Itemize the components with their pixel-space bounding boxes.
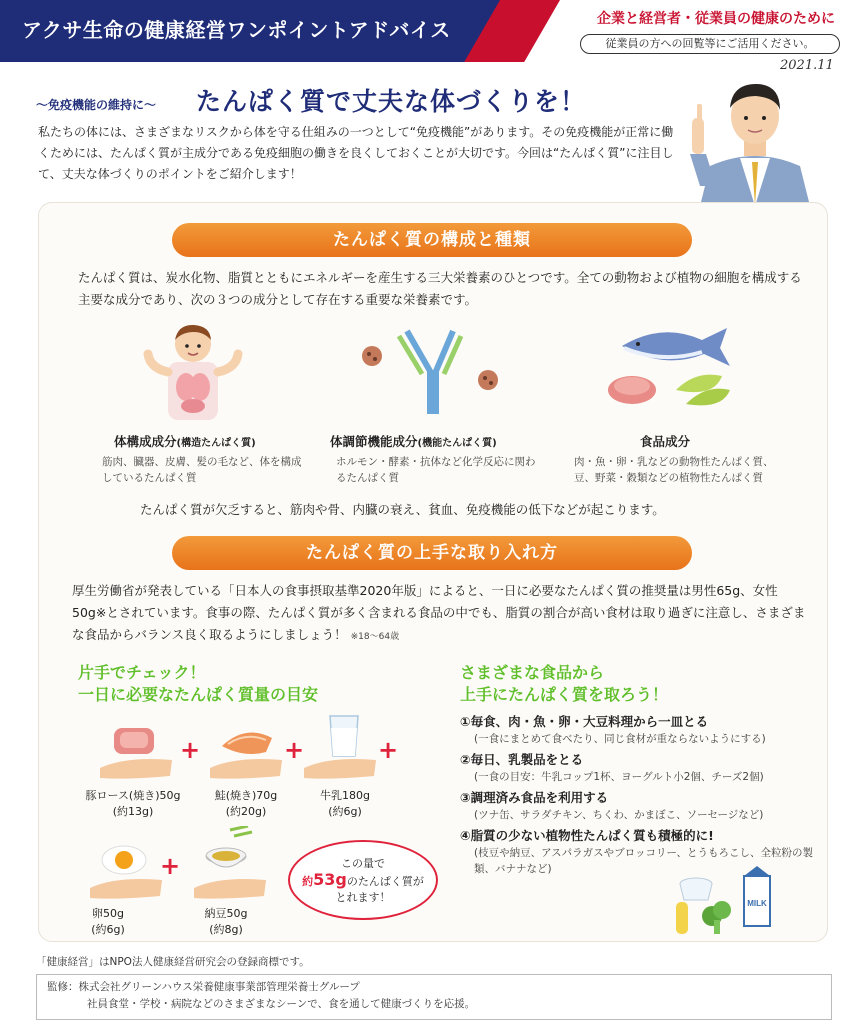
intro-text: 私たちの体には、さまざまなリスクから体を守る仕組みの一つとして“免疫機能”があります。その免疫機能が正常に働くためには、たんぱく質が主成分である免疫細胞の働きを良くしておくことが大切です。今回は“たんぱく質”に注目して、丈夫な体づくりのポイントをご紹介します！: [38, 125, 674, 181]
header-title: アクサ生命の健康経営ワンポイントアドバイス: [22, 18, 451, 42]
component-title-food: 食品成分: [640, 434, 691, 449]
component-desc-function: ホルモン・酵素・抗体など化学反応に関わるたんぱく質: [336, 456, 536, 484]
handwritten-date: 2021.11: [780, 58, 834, 73]
total-protein-bubble: この量で 約53gのたんぱく質が とれます！: [288, 840, 438, 920]
plus-sign: +: [284, 736, 305, 764]
food-label-egg: 卵50g (約6g): [91, 907, 125, 936]
pork-on-hand-illustration: [96, 718, 176, 780]
food-label-natto: 納豆50g (約8g): [204, 907, 248, 936]
section-heading-intake: たんぱく質の上手な取り入れ方: [172, 536, 692, 570]
supervision-box: 監修：株式会社グリーンハウス栄養健康事業部管理栄養士グループ 社員食堂・学校・病院などのさまざまなシーンで、食を通して健康づくりを応援。: [36, 974, 832, 1020]
tip-item: ③調理済み食品を利用する (ツナ缶、サラダチキン、ちくわ、かまぼこ、ソーセージなど): [460, 790, 764, 821]
intake-tips-list: [460, 712, 820, 880]
header-right-sub: 従業員の方への回覧等にご活用ください。: [580, 34, 840, 54]
plus-sign: +: [378, 736, 399, 764]
header-right-title: 企業と経営者・従業員の健康のために: [597, 11, 835, 27]
egg-on-hand-illustration: [86, 836, 166, 900]
trademark-note: 「健康経営」はNPO法人健康経営研究会の登録商標です。: [36, 956, 310, 968]
component-title-body: 体構成成分(構造たんぱく質): [114, 434, 256, 449]
intake-paragraph: 厚生労働省が発表している「日本人の食事摂取基準2020年版」によると、一日に必要なたんぱく質の推奨量は男性65g、女性50g※とされています。食事の際、たんぱく質が多く含まれる食品の中でも、脂質の割合が高い食材は取り過ぎに注意し、さまざまな食品からバランス良く取るようにしましょう！ ※18〜64歳: [72, 583, 806, 642]
plus-sign: +: [180, 736, 201, 764]
component-title-function: 体調節機能成分(機能たんぱく質): [330, 434, 497, 449]
plus-sign: +: [160, 852, 181, 880]
milk-carton-label: MILK: [747, 899, 767, 908]
food-label-pork: 豚ロース(焼き)50g (約13g): [85, 789, 181, 818]
deficiency-note: たんぱく質が欠乏すると、筋肉や骨、内臓の衰え、貧血、免疫機能の低下などが起こります。: [140, 502, 665, 517]
variety-heading: さまざまな食品から 上手にたんぱく質を取ろう！: [460, 663, 669, 704]
dairy-vegetables-illustration: [666, 866, 786, 936]
headline-main: たんぱく質で丈夫な体づくりを！: [196, 87, 587, 116]
composition-paragraph: たんぱく質は、炭水化物、脂質とともにエネルギーを産生する三大栄養素のひとつです。全ての動物および植物の細胞を構成する主要な成分であり、次の３つの成分として存在する重要な栄養素です。: [78, 270, 802, 307]
natto-on-hand-illustration: [190, 826, 270, 900]
antibody-illustration: [352, 326, 512, 416]
tip-item: ②毎日、乳製品をとる (一食の目安：牛乳コップ1杯、ヨーグルト小2個、チーズ2個): [460, 752, 764, 783]
tip-item: ④脂質の少ない植物性たんぱく質も積極的に! (枝豆や納豆、アスパラガスやブロッコリー、とうもろこし、全粒粉の製類、バナナなど): [460, 828, 814, 875]
salmon-on-hand-illustration: [206, 718, 286, 780]
food-label-milk: 牛乳180g (約6g): [320, 789, 370, 818]
body-structure-illustration: [138, 322, 248, 422]
headline-small: 〜免疫機能の維持に〜: [36, 98, 157, 112]
businessman-illustration: [680, 66, 830, 206]
food-illustration: [602, 318, 742, 414]
food-label-salmon: 鮭(焼き)70g (約20g): [214, 789, 278, 818]
section-heading-composition: たんぱく質の構成と種類: [172, 223, 692, 257]
component-desc-body: 筋肉、臓器、皮膚、髪の毛など、体を構成しているたんぱく質: [102, 456, 302, 484]
milk-on-hand-illustration: [300, 712, 380, 780]
component-desc-food: 肉・魚・卵・乳などの動物性たんぱく質、豆、野菜・穀類などの植物性たんぱく質: [574, 456, 774, 484]
hand-check-heading: 片手でチェック！ 一日に必要なたんぱく質量の目安: [78, 663, 319, 704]
tip-item: ①毎食、肉・魚・卵・大豆料理から一皿とる (一食にまとめて食べたり、同じ食材が重ならないようにする): [460, 714, 766, 745]
